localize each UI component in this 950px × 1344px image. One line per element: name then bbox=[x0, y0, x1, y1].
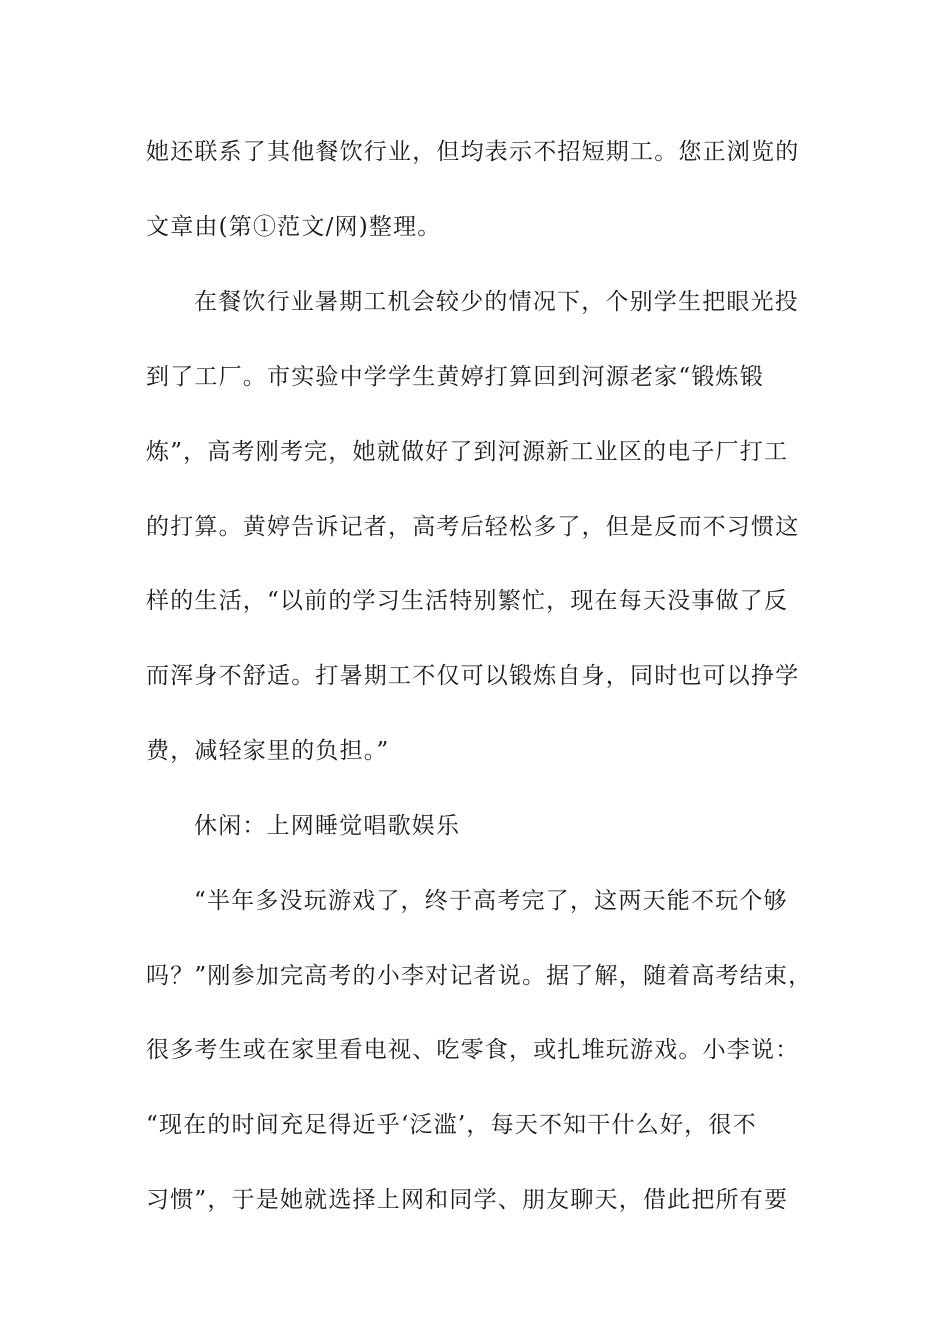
body-text-line: “现在的时间充足得近乎‘泛滥’，每天不知干什么好，很不 bbox=[146, 1112, 757, 1138]
body-text-line: 炼”，高考刚考完，她就做好了到河源新工业区的电子厂打工 bbox=[146, 439, 789, 465]
body-text-line: 她还联系了其他餐饮行业，但均表示不招短期工。您正浏览的 bbox=[146, 139, 800, 165]
paragraph-first-line: “半年多没玩游戏了，终于高考完了，这两天能不玩个够 bbox=[194, 888, 788, 914]
body-text-line: 的打算。黄婷告诉记者，高考后轻松多了，但是反而不习惯这 bbox=[146, 514, 800, 540]
body-text-line: 很多考生或在家里看电视、吃零食，或扎堆玩游戏。小李说： bbox=[146, 1037, 800, 1063]
paragraph-first-line: 在餐饮行业暑期工机会较少的情况下，个别学生把眼光投 bbox=[194, 289, 799, 315]
section-heading: 休闲：上网睡觉唱歌娱乐 bbox=[194, 813, 461, 839]
body-text-line: 费，减轻家里的负担。” bbox=[146, 738, 390, 764]
body-text-line: 文章由(第①范文/网)整理。 bbox=[146, 214, 442, 240]
body-text-line: 吗？”刚参加完高考的小李对记者说。据了解，随着高考结束， bbox=[146, 963, 813, 989]
body-text-line: 而浑身不舒适。打暑期工不仅可以锻炼自身，同时也可以挣学 bbox=[146, 663, 800, 689]
body-text-line: 到了工厂。市实验中学学生黄婷打算回到河源老家“锻炼锻 bbox=[146, 364, 764, 390]
body-text-line: 样的生活，“以前的学习生活特别繁忙，现在每天没事做了反 bbox=[146, 588, 789, 614]
body-text-line: 习惯”，于是她就选择上网和同学、朋友聊天，借此把所有要 bbox=[146, 1187, 789, 1213]
